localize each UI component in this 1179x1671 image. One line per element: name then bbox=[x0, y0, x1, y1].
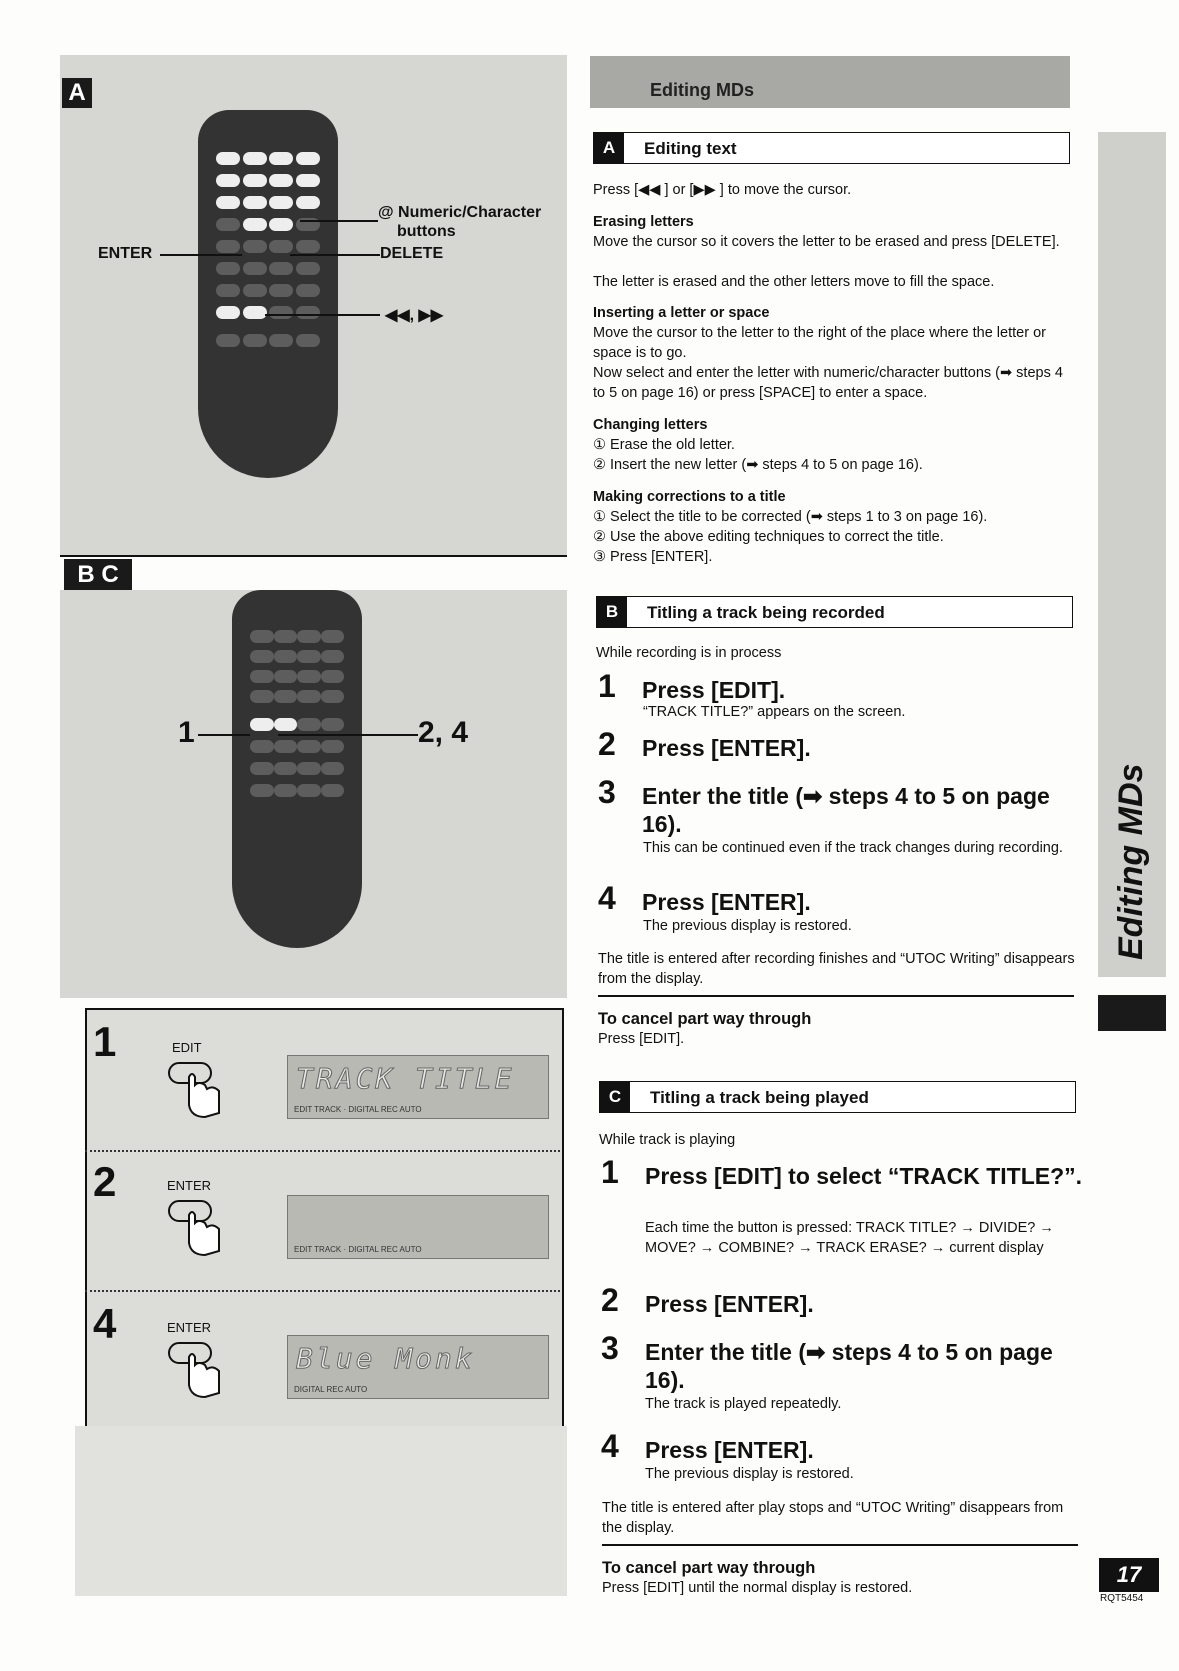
callout-line-numeric bbox=[300, 220, 378, 222]
section-a-title: Editing text bbox=[644, 139, 737, 158]
b-cancel-heading: To cancel part way through bbox=[598, 1010, 812, 1028]
callout-enter: ENTER bbox=[98, 245, 153, 262]
page-number: 17 bbox=[1099, 1558, 1159, 1592]
remote-control-bc bbox=[232, 590, 362, 948]
c-step-2: Press [ENTER]. bbox=[645, 1291, 814, 1317]
callout-skip: ◀◀, ▶▶ bbox=[385, 307, 444, 324]
section-b-intro: While recording is in process bbox=[596, 645, 782, 661]
c-step-3-note: The track is played repeatedly. bbox=[645, 1396, 842, 1412]
callout-line-step-1 bbox=[198, 734, 250, 736]
step-number-1: 1 bbox=[93, 1018, 117, 1065]
changing-step-1: ① Erase the old letter. bbox=[593, 437, 735, 453]
b-step-4: Press [ENTER]. bbox=[642, 889, 811, 915]
section-divider-line bbox=[60, 555, 567, 557]
inserting-text-2: Now select and enter the letter with numeric/character buttons (➡ steps 4 to 5 on page 16) or press [SPACE] to enter a space. bbox=[593, 365, 1063, 401]
erasing-text-1: Move the cursor so it covers the letter to be erased and press [DELETE]. bbox=[593, 234, 1060, 250]
pressing-hand-icon bbox=[167, 1193, 227, 1263]
section-b-title: Titling a track being recorded bbox=[647, 603, 885, 622]
section-c-outro: The title is entered after play stops and “UTOC Writing” disappears from the display. bbox=[602, 1500, 1064, 1536]
b-step-2-number: 2 bbox=[598, 726, 616, 762]
edit-button-label: EDIT bbox=[172, 1040, 202, 1055]
display-cursor: EDIT TRACK · DIGITAL REC AUTO bbox=[287, 1195, 549, 1259]
section-c-heading bbox=[599, 1081, 1076, 1113]
c-step-1: Press [EDIT] to select “TRACK TITLE?”. bbox=[645, 1163, 1083, 1189]
c-step-1-number: 1 bbox=[601, 1154, 619, 1190]
section-c-letter: C bbox=[600, 1082, 630, 1112]
c-cancel-heading: To cancel part way through bbox=[602, 1559, 816, 1577]
inserting-heading: Inserting a letter or space bbox=[593, 305, 770, 321]
pressing-hand-icon bbox=[167, 1335, 227, 1405]
enter-button-label: ENTER bbox=[167, 1320, 212, 1335]
section-c-intro: While track is playing bbox=[599, 1132, 736, 1148]
section-b-letter: B bbox=[597, 597, 627, 627]
corrections-step-2: ② Use the above editing techniques to correct the title. bbox=[593, 529, 944, 545]
b-cancel-text: Press [EDIT]. bbox=[598, 1031, 685, 1047]
callout-line-skip bbox=[265, 314, 380, 316]
section-a-intro: Press [◀◀ ] or [▶▶ ] to move the cursor. bbox=[593, 182, 852, 198]
c-step-4-note: The previous display is restored. bbox=[645, 1466, 854, 1482]
inserting-text-1: Move the cursor to the letter to the right of the place where the letter or space is to go. bbox=[593, 325, 1046, 361]
corrections-heading: Making corrections to a title bbox=[593, 489, 786, 505]
dotted-separator bbox=[85, 1150, 560, 1152]
section-a-heading bbox=[593, 132, 1070, 164]
display-blue-monk: Blue Monk DIGITAL REC AUTO bbox=[287, 1335, 549, 1399]
badge-a: A bbox=[62, 78, 92, 108]
side-tab-marker bbox=[1098, 995, 1166, 1031]
c-cancel-text: Press [EDIT] until the normal display is restored. bbox=[602, 1580, 913, 1596]
b-step-4-note: The previous display is restored. bbox=[643, 918, 852, 934]
figure-panel-bottom bbox=[75, 1426, 567, 1596]
changing-step-2: ② Insert the new letter (➡ steps 4 to 5 on page 16). bbox=[593, 457, 923, 473]
changing-heading: Changing letters bbox=[593, 417, 708, 433]
display-track-title: TRACK TITLE EDIT TRACK · DIGITAL REC AUTO bbox=[287, 1055, 549, 1119]
corrections-step-3: ③ Press [ENTER]. bbox=[593, 549, 713, 565]
callout-step-1: 1 bbox=[178, 716, 195, 749]
side-tab-title: Editing MDs bbox=[1112, 763, 1150, 960]
c-step-4: Press [ENTER]. bbox=[645, 1437, 814, 1463]
pressing-hand-icon bbox=[167, 1055, 227, 1125]
b-step-1-number: 1 bbox=[598, 668, 616, 704]
callout-line-enter bbox=[160, 254, 242, 256]
b-step-2: Press [ENTER]. bbox=[642, 735, 811, 761]
corrections-step-1: ① Select the title to be corrected (➡ steps 1 to 3 on page 16). bbox=[593, 509, 988, 525]
b-step-1-note: “TRACK TITLE?” appears on the screen. bbox=[643, 704, 906, 720]
c-step-2-number: 2 bbox=[601, 1282, 619, 1318]
section-header: Editing MDs bbox=[650, 80, 754, 100]
callout-numeric-2: buttons bbox=[397, 223, 456, 240]
section-c-rule bbox=[602, 1544, 1078, 1546]
b-step-3: Enter the title (➡ steps 4 to 5 on page 16). bbox=[642, 783, 1050, 837]
section-b-outro: The title is entered after recording finishes and “UTOC Writing” disappears from the display. bbox=[598, 951, 1075, 987]
c-step-4-number: 4 bbox=[601, 1428, 619, 1464]
step-number-2: 2 bbox=[93, 1158, 117, 1205]
c-step-1-note: Each time the button is pressed: TRACK TITLE? → DIVIDE? → MOVE? → COMBINE? → TRACK ERASE? → current display bbox=[645, 1220, 1054, 1256]
remote-control-a bbox=[198, 110, 338, 478]
b-step-3-note: This can be continued even if the track changes during recording. bbox=[643, 840, 1063, 856]
section-a-letter: A bbox=[594, 133, 624, 163]
callout-line-step-2-4 bbox=[278, 734, 418, 736]
callout-step-2-4: 2, 4 bbox=[418, 716, 469, 749]
b-step-4-number: 4 bbox=[598, 880, 616, 916]
callout-numeric: @ Numeric/Character bbox=[378, 204, 542, 221]
steps-illustration-box bbox=[85, 1008, 564, 1428]
c-step-3-number: 3 bbox=[601, 1330, 619, 1366]
enter-button-label: ENTER bbox=[167, 1178, 212, 1193]
section-b-rule bbox=[598, 995, 1074, 997]
b-step-1: Press [EDIT]. bbox=[642, 677, 786, 703]
callout-line-delete bbox=[290, 254, 380, 256]
section-b-heading bbox=[596, 596, 1073, 628]
badge-bc: B C bbox=[64, 559, 132, 591]
b-step-3-number: 3 bbox=[598, 774, 616, 810]
section-header-bar bbox=[590, 56, 1070, 108]
section-c-title: Titling a track being played bbox=[650, 1088, 869, 1107]
erasing-heading: Erasing letters bbox=[593, 214, 694, 230]
model-code: RQT5454 bbox=[1100, 1593, 1144, 1604]
callout-delete: DELETE bbox=[380, 245, 444, 262]
c-step-3: Enter the title (➡ steps 4 to 5 on page 16). bbox=[645, 1339, 1053, 1393]
step-number-4: 4 bbox=[93, 1300, 117, 1347]
dotted-separator bbox=[85, 1290, 560, 1292]
erasing-text-2: The letter is erased and the other letters move to fill the space. bbox=[593, 274, 995, 290]
